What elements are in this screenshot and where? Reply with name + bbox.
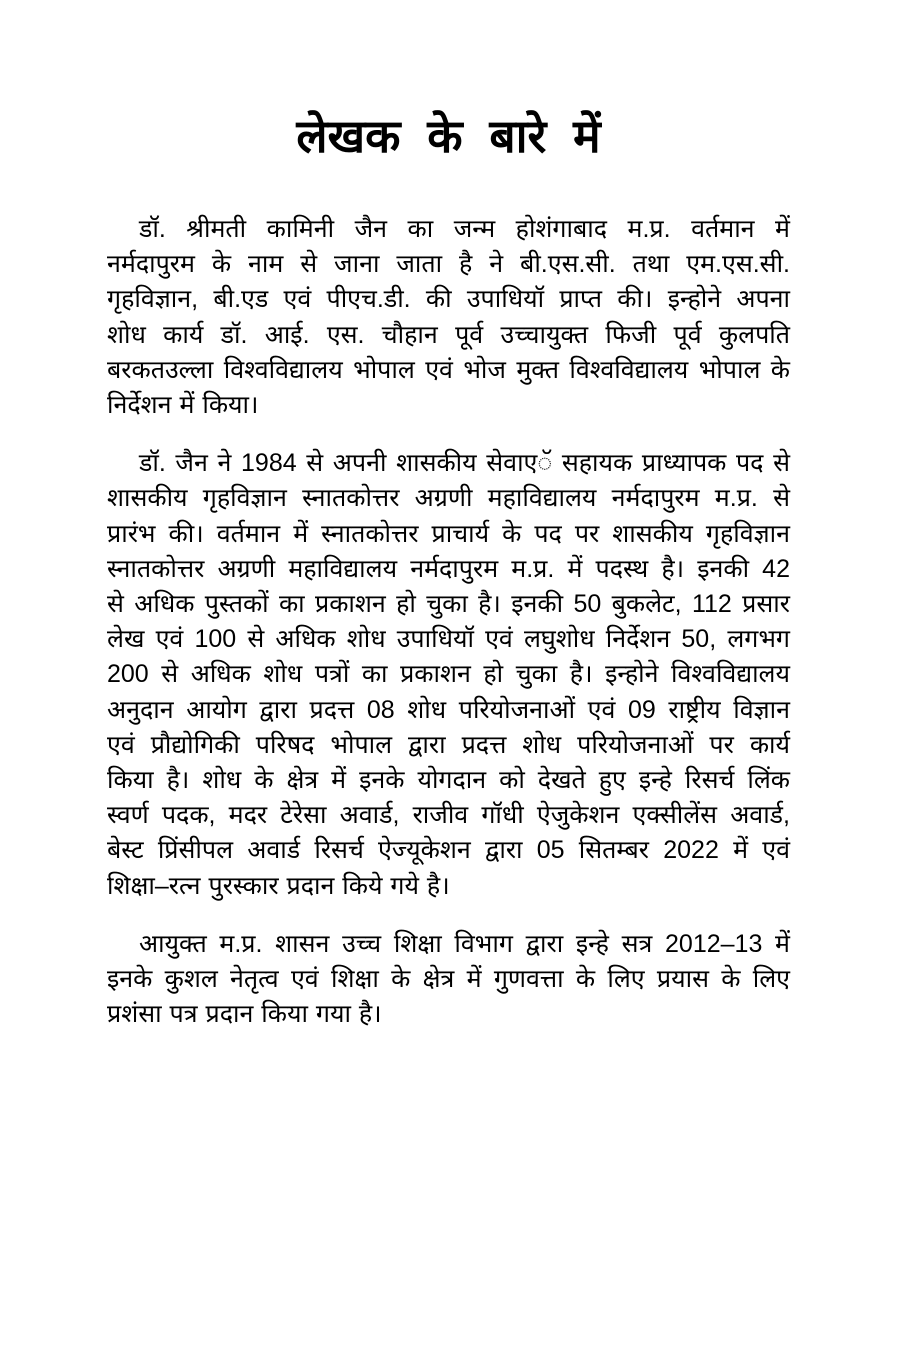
text-line: प्रारंभ की। वर्तमान में स्नातकोत्तर प्राचार्य के पद पर शासकीय गृहविज्ञान (107, 519, 790, 548)
text-line: एवं प्रौद्योगिकी परिषद भोपाल द्वारा प्रदत्त शोध परियोजनाओं पर कार्य (107, 730, 790, 759)
text-line: इनके कुशल नेतृत्व एवं शिक्षा के क्षेत्र में गुणवत्ता के लिए प्रयास के लिए (107, 965, 790, 994)
text-line: डॉ. श्रीमती कामिनी जैन का जन्म होशंगाबाद म.प्र. वर्तमान में (139, 215, 790, 243)
text-line: स्वर्ण पदक, मदर टेरेसा अवार्ड, राजीव गॉधी ऐजुकेशन एक्सीलेंस अवार्ड, (107, 801, 790, 830)
text-line: बेस्ट प्रिंसीपल अवार्ड रिसर्च ऐज्यूकेशन द्वारा 05 सितम्बर 2022 में एवं (107, 836, 790, 865)
text-line: किया है। शोध के क्षेत्र में इनके योगदान को देखते हुए इन्हे रिसर्च लिंक (107, 766, 790, 795)
text-line: शिक्षा–रत्न पुरस्कार प्रदान किये गये है। (107, 871, 450, 900)
text-line: बरकतउल्ला विश्वविद्यालय भोपाल एवं भोज मुक्त विश्वविद्यालय भोपाल के (107, 355, 790, 384)
text-line: 200 से अधिक शोध पत्रों का प्रकाशन हो चुका है। इन्होने विश्वविद्यालय (107, 660, 790, 689)
text-line: प्रशंसा पत्र प्रदान किया गया है। (107, 1000, 382, 1029)
text-line: डॉ. जैन ने 1984 से अपनी शासकीय सेवाएॅ सहायक प्राध्यापक पद से (139, 449, 790, 478)
paragraph-author-intro (107, 212, 790, 423)
paragraph-commendation (107, 927, 790, 1033)
text-line: अनुदान आयोग द्वारा प्रदत्त 08 शोध परियोजनाओं एवं 09 राष्ट्रीय विज्ञान (107, 695, 790, 724)
text-line: लेख एवं 100 से अधिक शोध उपाधियॉ एवं लघुशोध निर्देशन 50, लगभग (107, 625, 790, 654)
paragraph-career-achievements (107, 446, 790, 904)
text-line: निर्देशन में किया। (107, 391, 259, 420)
text-line: शासकीय गृहविज्ञान स्नातकोत्तर अग्रणी महाविद्यालय नर्मदापुरम म.प्र. से (107, 484, 790, 513)
text-line: आयुक्त म.प्र. शासन उच्च शिक्षा विभाग द्वारा इन्हे सत्र 2012–13 में (139, 929, 790, 958)
text-line: से अधिक पुस्तकों का प्रकाशन हो चुका है। इनकी 50 बुकलेट, 112 प्रसार (107, 590, 790, 619)
text-line: शोध कार्य डॉ. आई. एस. चौहान पूर्व उच्चायुक्त फिजी पूर्व कुलपति (107, 320, 790, 349)
page-title: लेखक के बारे में (296, 110, 601, 162)
text-line: गृहविज्ञान, बी.एड एवं पीएच.डी. की उपाधियॉ प्राप्त की। इन्होने अपना (107, 285, 790, 314)
text-line: नर्मदापुरम के नाम से जाना जाता है ने बी.एस.सी. तथा एम.एस.सी. (107, 250, 790, 279)
text-line: स्नातकोत्तर अग्रणी महाविद्यालय नर्मदापुरम म.प्र. में पदस्थ है। इनकी 42 (107, 554, 790, 583)
body-text (107, 212, 790, 1032)
